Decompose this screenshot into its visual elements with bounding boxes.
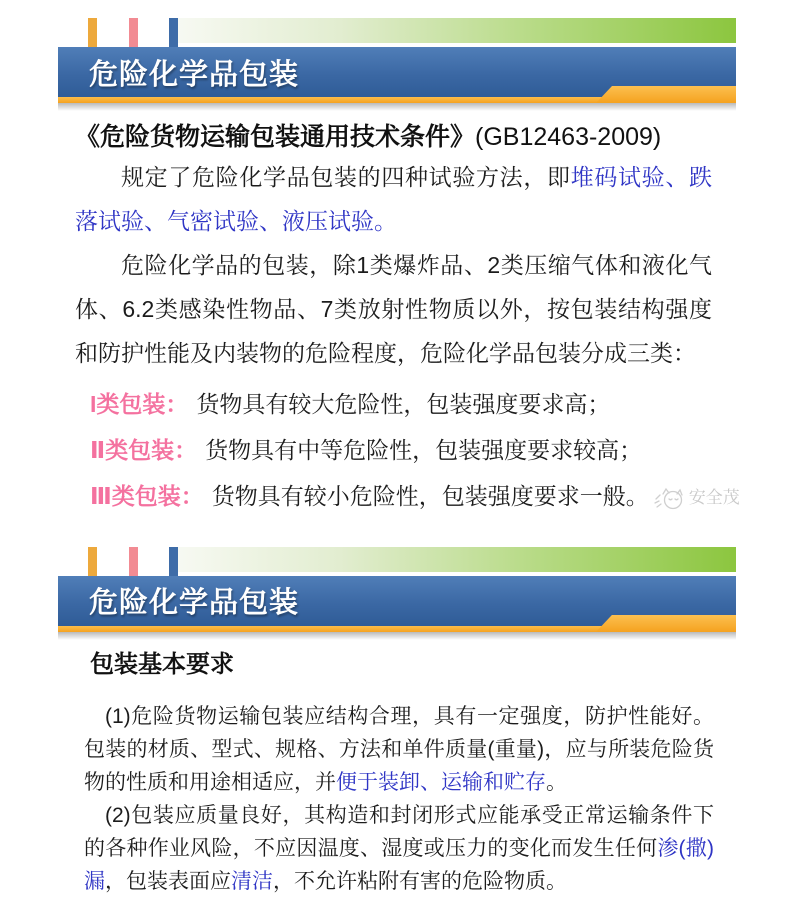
green-gradient-bar <box>170 547 736 572</box>
test-methods-intro: 规定了危险化学品包装的四种试验方法，即 <box>121 164 571 190</box>
class-1-label: I类包装： <box>90 391 189 417</box>
slide-2-title: 危险化学品包装 <box>89 587 300 620</box>
header-drop-shadow <box>58 632 736 640</box>
class-2-text: 货物具有中等危险性，包装强度要求较高； <box>205 437 643 463</box>
standard-title-line <box>75 119 712 155</box>
requirement-1-text-a: (1)危险货物运输包装应结构合理，具有一定强度，防护性能好。包装的材质、型式、规格、方法和单件质量(重量)，应与所装危险货物的性质和用途相适应，并 <box>84 704 714 794</box>
header-top-strip <box>58 547 736 576</box>
list-item-class-2 <box>90 427 712 473</box>
class-2-label: Ⅱ类包装： <box>90 437 198 463</box>
slide-2 <box>58 547 736 897</box>
requirement-2-text-b: ，包装表面应 <box>105 869 231 893</box>
requirement-2-emphasis-clean: 清洁 <box>231 869 273 893</box>
watermark <box>653 475 740 521</box>
pink-tab-bar <box>129 547 138 576</box>
list-item-class-3 <box>90 473 740 521</box>
requirement-1-emphasis: 便于装卸、运输和贮存 <box>336 770 546 794</box>
requirement-2-text-c: ，不允许粘附有害的危险物质。 <box>273 869 567 893</box>
green-gradient-bar <box>170 18 736 43</box>
paragraph-test-methods <box>75 155 712 243</box>
header-top-strip <box>58 18 736 47</box>
yellow-tab-bar <box>88 18 97 47</box>
requirement-2-emphasis-leak: 渗(撒)漏 <box>84 836 714 893</box>
pink-tab-bar <box>129 18 138 47</box>
slide-2-header-banner <box>58 547 736 640</box>
header-drop-shadow <box>58 103 736 111</box>
class-3-label: Ⅲ类包装： <box>90 483 204 509</box>
slide-1 <box>58 0 740 521</box>
requirement-2-text-a: (2)包装应质量良好，其构造和封闭形式应能承受正常运输条件下的各种作业风险，不应因温度、湿度或压力的变化而发生任何 <box>84 803 714 860</box>
header-orange-corner <box>596 86 736 103</box>
packaging-class-list <box>90 381 740 521</box>
blue-tab-bar <box>169 18 178 47</box>
header-orange-rule <box>58 626 736 632</box>
requirement-item-2 <box>84 799 714 897</box>
header-orange-rule <box>58 97 736 103</box>
section-heading: 包装基本要求 <box>90 650 234 678</box>
blue-tab-bar <box>169 547 178 576</box>
slide-1-header-banner <box>58 18 736 111</box>
standard-name: 《危险货物运输包装通用技术条件》 <box>75 123 476 151</box>
header-orange-corner <box>596 615 736 632</box>
list-item-class-1 <box>90 381 712 427</box>
watermark-text: 安全茂 <box>688 487 740 507</box>
anquanmao-logo-icon <box>653 485 687 511</box>
class-1-text: 货物具有较大危险性，包装强度要求高； <box>196 391 611 417</box>
class-3-text: 货物具有较小危险性，包装强度要求一般。 <box>211 483 649 509</box>
standard-code: (GB12463-2009) <box>475 123 662 151</box>
test-methods-list: 堆码试验、跌落试验、气密试验、液压试验。 <box>75 164 713 234</box>
slide-1-title: 危险化学品包装 <box>89 58 300 91</box>
yellow-tab-bar <box>88 547 97 576</box>
requirement-1-text-b: 。 <box>546 770 567 794</box>
requirement-item-1 <box>84 700 714 799</box>
paragraph-classification: 危险化学品的包装，除1类爆炸品、2类压缩气体和液化气体、6.2类感染性物品、7类放射性物质以外，按包装结构强度和防护性能及内装物的危险程度，危险化学品包装分成三类： <box>75 252 712 366</box>
